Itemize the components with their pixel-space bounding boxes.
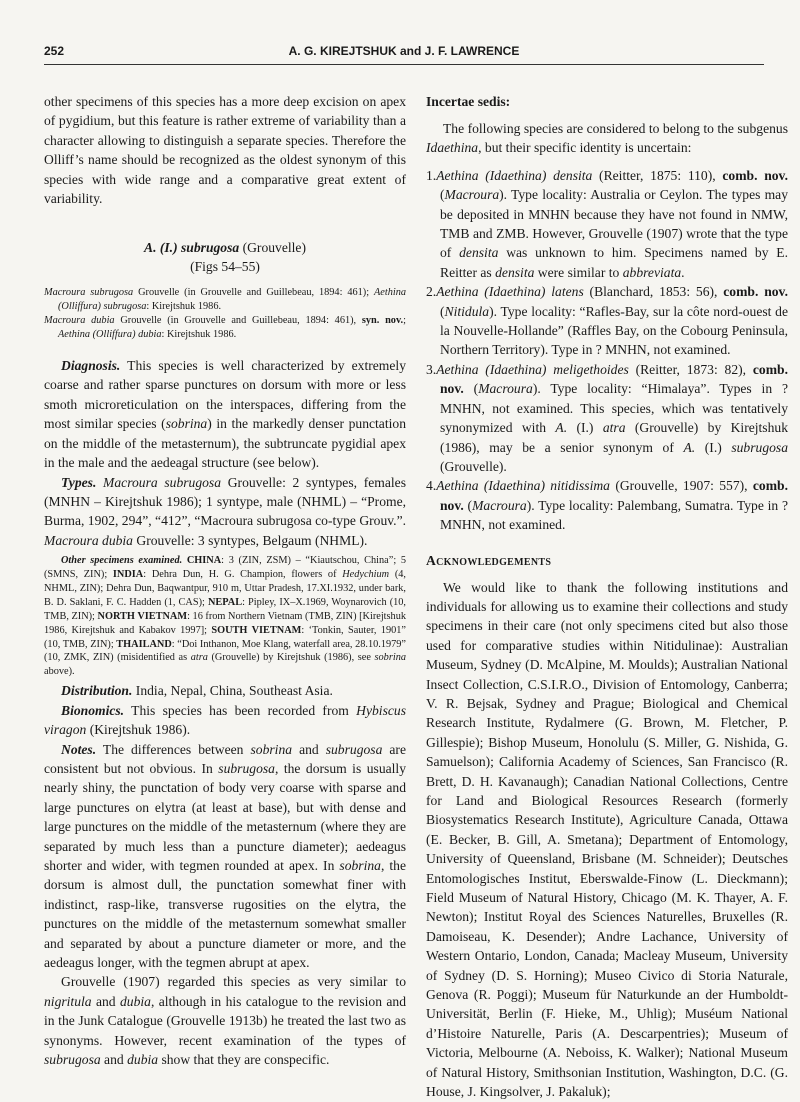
bionomics-label: Bionomics. xyxy=(61,702,125,718)
incertae-sedis-heading: Incertae sedis: xyxy=(426,94,511,109)
list-item: 2.Aethina (Idaethina) latens (Blanchard, 1853: 56), comb. nov. (Nitidula). Type locality: “Rafles-Bay, sur la côte nord-ouest de la Nouvelle-Hollande” (Raffles Bay, on the Cobourg Peninsula, Northern Territory). Type in ? MNHN, not examined. xyxy=(426,284,788,358)
species-heading xyxy=(44,238,406,276)
species-figs: (Figs 54–55) xyxy=(190,259,260,275)
incertae-list xyxy=(426,166,788,535)
list-item: 4.Aethina (Idaethina) nitidissima (Grouvelle, 1907: 557), comb. nov. (Macroura). Type locality: Palembang, Sumatra. Type in ? MNHN, not examined. xyxy=(426,478,789,533)
types-label: Types. xyxy=(61,474,97,490)
distribution-paragraph: Distribution. India, Nepal, China, Southeast Asia. xyxy=(61,683,333,699)
intro-paragraph: other specimens of this species has a more deep excision on apex of pygidium, but this feature is rather extreme of variability than a character allowing to distinguish a separate species. Therefore the Olliff’s name should be recognized as the oldest synonym of this species with wide range and a comparative great extent of variability. xyxy=(44,94,406,207)
right-column xyxy=(426,92,788,1102)
bionomics-paragraph: Bionomics. This species has been recorded from Hybiscus viragon (Kirejtshuk 1986). xyxy=(44,702,406,738)
synonymy-line: Macroura subrugosa Grouvelle (in Grouvelle and Guillebeau, 1894: 461); Aethina (Olliffura) subrugosa: Kirejtshuk 1986. xyxy=(44,287,406,313)
left-column xyxy=(44,92,406,1069)
notes-label: Notes. xyxy=(61,741,97,757)
synonymy-block xyxy=(44,286,406,342)
acknowledgements-paragraph: We would like to thank the following institutions and individuals for allowing us to examine their collections and study specimens in their care (not only specimens cited but also those used for comparative studies within Nitidulinae): Australian Museum, Sydney (D. McAlpine, M. Moulds); Australian National Insect Collection, C.S.I.R.O., Division of Entomology, Canberra; V. R. Bejsak, Sydney and Prague; Biological and Chemical Research Institute, Rydalmere (G. Brown, M. Fletcher, P. Gillespie); Bishop Museum, Honolulu (S. Miller, G. Nishida, G. Samuelson); California Academy of Sciences, San Francisco (R. Brett, D. H. Kavanaugh); Canadian National Collections, Centre for Land and Biological Resources Research (formerly Biosystematics Research Institute), Agriculture Canada, Ottawa (E. Becker, B. Gill, A. Smetana); Department of Entomology, University of Queensland, Brisbane (M. Schneider); Deutsches Entomologisches Institut, Eberswalde-Finow (L. Dieckmann); Field Museum of Natural History, Chicago (M. K. Thayer, A. F. Newton); Institut Royal des Sciences Naturelles, Bruxelles (R. Damoiseau, K. Desender); Andre Lachance, University of Western Ontario, London, Canada; Macleay Museum, University of Sydney (D. S. Horning); Museo Civico di Storia Naturale, Genova (R. Poggi); Museum für Naturkunde an der Humboldt-Universität, Berlin (F. Hieke, M., Uhlig); Muséum National d’Histoire Naturelle, Paris (A. Descarpentries); Museum of Victoria, Melbourne (A. Neboiss, K. Walker); National Museum of Natural History, Smithsonian Institution, Washington, D.C. (G. House, J. Kingsolver, J. Pakaluk); xyxy=(426,579,788,1100)
page-number: 252 xyxy=(44,44,65,58)
other-specimens-label: Other specimens examined. xyxy=(61,555,183,567)
species-author: (Grouvelle) xyxy=(239,240,306,256)
acknowledgements-heading: Acknowledgements xyxy=(426,552,552,568)
species-name: A. (I.) subrugosa xyxy=(144,240,240,256)
list-item: 3.Aethina (Idaethina) meligethoides (Reitter, 1873: 82), comb. nov. (Macroura). Type locality: “Himalaya”. Types in ? MNHN, not examined. This species, which was tentatively synonymized with A. (I.) atra (Grouvelle) by Kirejtshuk (1986), may be a senior synonym of A. (I.) subrugosa (Grouvelle). xyxy=(426,361,788,474)
types-paragraph: Types. Macroura subrugosa Grouvelle: 2 syntypes, females (MNHN – Kirejtshuk 1986); 1 syntype, male (NHML) – “Prome, Burma, 1902, 294”, “412”, “Macroura subrugosa co-type Grouv.”. Macroura dubia Grouvelle: 3 syntypes, Belgaum (NHML). xyxy=(44,474,406,548)
running-head-authors: A. G. KIREJTSHUK and J. F. LAWRENCE xyxy=(288,44,520,58)
grouvelle-paragraph: Grouvelle (1907) regarded this species as very similar to nigritula and dubia, although in his catalogue to the revision and in the Junk Catalogue (Grouvelle 1913b) he treated the last two as synonyms. However, recent examination of the types of subrugosa and dubia show that they are conspecific. xyxy=(44,974,406,1067)
list-item: 1.Aethina (Idaethina) densita (Reitter, 1875: 110), comb. nov. (Macroura). Type locality: Australia or Ceylon. The types may be deposited in MNHN because they have not found in NMW, TMB and ZMB. However, Grouvelle (1907) wrote that the type of densita was unknown to him. Specimens named by E. Reitter as densita were similar to abbreviata. xyxy=(426,167,788,280)
synonymy-line: Macroura dubia Grouvelle (in Grouvelle and Guillebeau, 1894: 461), syn. nov.; Aethina (Olliffura) dubia: Kirejtshuk 1986. xyxy=(44,315,406,341)
running-header xyxy=(44,38,764,65)
distribution-label: Distribution. xyxy=(61,683,133,699)
diagnosis-label: Diagnosis. xyxy=(61,358,121,374)
notes-paragraph: Notes. The differences between sobrina and subrugosa are consistent but not obvious. In subrugosa, the dorsum is usually nearly shiny, the punctation of body very coarse with sparse and large punctures on elytra (at least at base), but with dense and large punctures on the middle of the metasternum (where they are separated by much less than a puncture diameter); aedeagus shorter and wider, with tegmen rounded at apex. In sobrina, the dorsum is almost dull, the punctation somewhat finer with indistinct, rasp-like, transverse rugosities on the elytra, the punctures on the middle of the metasternum somewhat smaller and separated by about a puncture diameter or more, and the aedeagus longer, with the tegmen abrupt at apex. xyxy=(44,741,406,970)
incertae-intro: The following species are considered to belong to the subgenus Idaethina, but their specific identity is uncertain: xyxy=(426,121,788,156)
diagnosis-paragraph: Diagnosis. This species is well characterized by extremely coarse and rather sparse punctures on dorsum with more or less smoth microreticulation on the interspaces, differing from the most similar species (sobrina) in the markedly denser punctation on the middle of the metasternum), the subtruncate pygidial apex in the male and the aedeagal structure (see below). xyxy=(44,358,406,471)
other-specimens-paragraph: Other specimens examined. CHINA: 3 (ZIN, ZSM) – “Kiautschou, China”; 5 (SMNS, ZIN); INDIA: Dehra Dun, H. G. Champion, flowers of Hedychium (4, NHML, ZIN); Dehra Dun, Baqwantpur, 910 m, Uttar Pradesh, 17.XI.1932, under bark, B. D. Saklani, F. C. Hadden (1, CAS); NEPAL: Pipley, IX–X.1969, Woynarovich (10, TMB, ZIN); NORTH VIETNAM: 16 from Northern Vietnam (TMB, ZIN) [Kirejtshuk 1986, Kirejtshuk and Kabakov 1997]; SOUTH VIETNAM: ‘Tonkin, Sauter, 1901” (10, TMB, ZIN); THAILAND: “Doi Inthanon, Moe Klang, waterfall area, 28.10.1979” (10, ZMK, ZIN) (misidentified as atra (Grouvelle) by Kirejtshuk (1986), see sobrina above). xyxy=(44,555,407,678)
